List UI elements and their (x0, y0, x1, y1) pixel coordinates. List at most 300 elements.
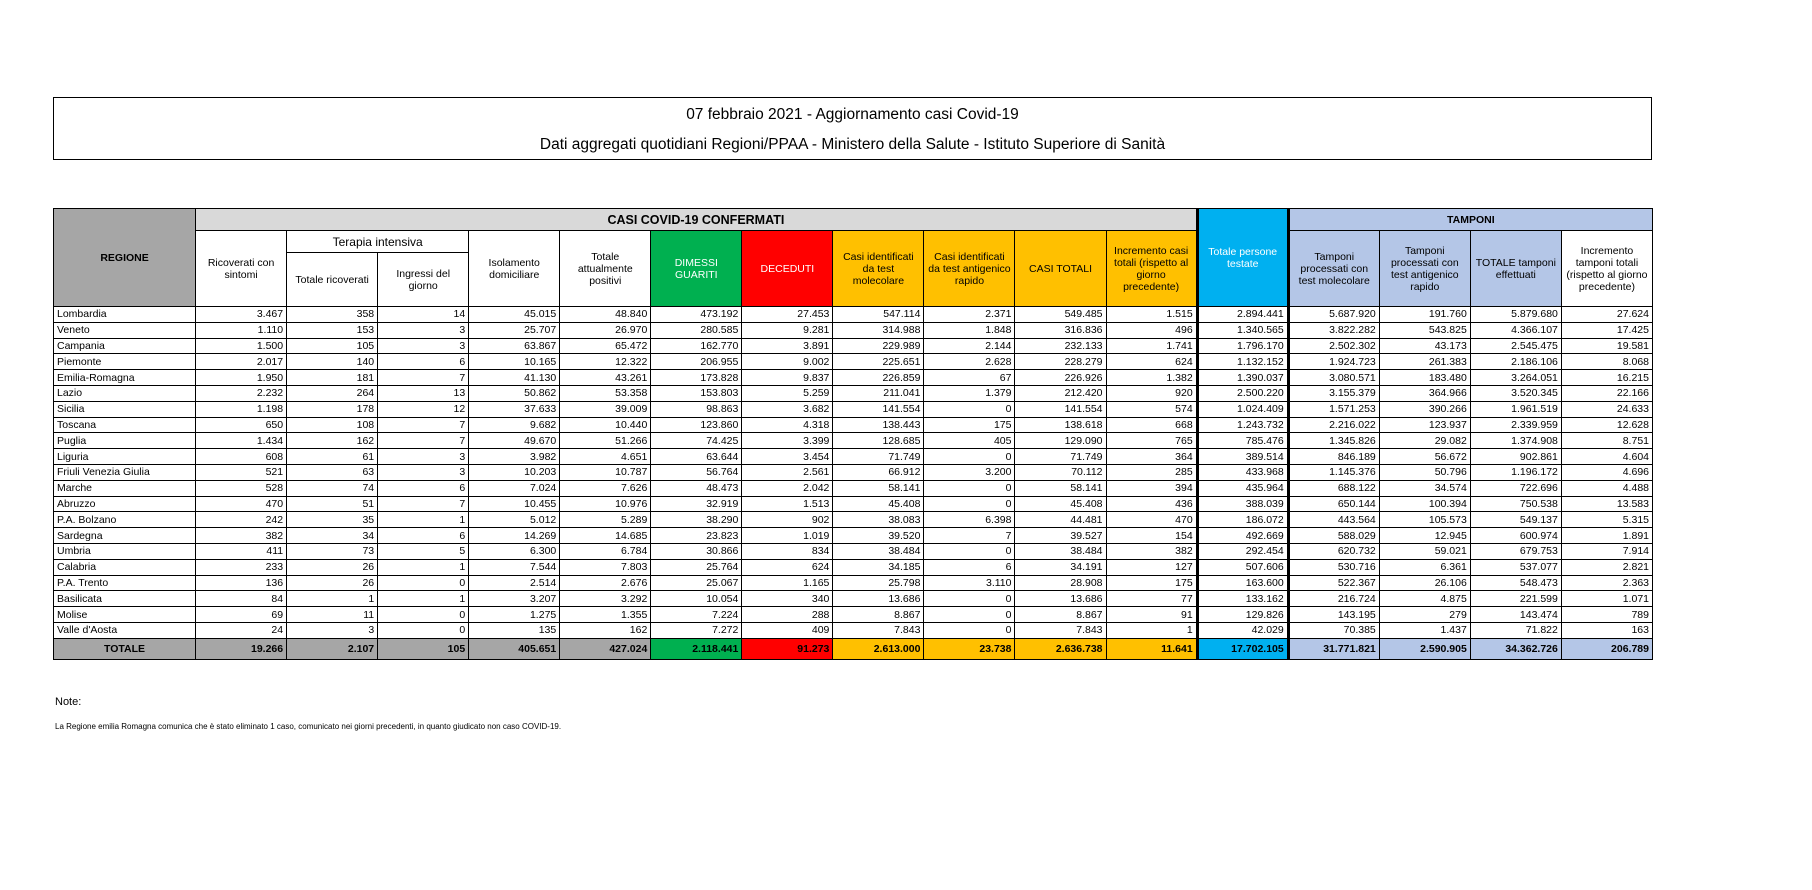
table-cell: 3.467 (196, 307, 287, 323)
table-cell: 2.017 (196, 354, 287, 370)
total-cell: 2.636.738 (1015, 638, 1106, 659)
table-cell: 7.024 (469, 480, 560, 496)
table-cell: 6 (378, 480, 469, 496)
table-row (54, 417, 1653, 433)
table-cell: 4.488 (1561, 480, 1652, 496)
table-cell: 0 (924, 449, 1015, 465)
table-cell: 14 (378, 307, 469, 323)
region-name-cell: Sicilia (54, 401, 196, 417)
table-cell: 1.891 (1561, 528, 1652, 544)
header-persone-testate: Totale persone testate (1197, 209, 1288, 307)
region-name-cell: Liguria (54, 449, 196, 465)
table-cell: 16.215 (1561, 370, 1652, 386)
table-cell: 10.455 (469, 496, 560, 512)
table-cell: 6 (378, 354, 469, 370)
table-cell: 528 (196, 480, 287, 496)
table-cell: 2.628 (924, 354, 1015, 370)
table-cell: 48.473 (651, 480, 742, 496)
region-name-cell: Sardegna (54, 528, 196, 544)
table-cell: 507.606 (1197, 559, 1288, 575)
table-cell: 59.021 (1379, 543, 1470, 559)
table-cell: 382 (1106, 543, 1197, 559)
table-cell: 63.867 (469, 338, 560, 354)
table-cell: 6 (924, 559, 1015, 575)
header-tamponi-antigenico: Tamponi processati con test antigenico rapido (1379, 231, 1470, 307)
table-cell: 39.527 (1015, 528, 1106, 544)
table-cell: 549.485 (1015, 307, 1106, 323)
region-name-cell: Piemonte (54, 354, 196, 370)
table-cell: 98.863 (651, 401, 742, 417)
table-cell: 0 (924, 622, 1015, 638)
table-cell: 56.764 (651, 464, 742, 480)
table-cell: 38.290 (651, 512, 742, 528)
header-tamponi-totale: TOTALE tamponi effettuati (1470, 231, 1561, 307)
table-cell: 7.544 (469, 559, 560, 575)
header-incremento-tamponi: Incremento tamponi totali (rispetto al giorno precedente) (1561, 231, 1652, 307)
table-cell: 229.989 (833, 338, 924, 354)
table-cell: 600.974 (1470, 528, 1561, 544)
table-row (54, 575, 1653, 591)
table-cell: 6.398 (924, 512, 1015, 528)
table-row (54, 433, 1653, 449)
table-cell: 3.822.282 (1288, 322, 1379, 338)
table-cell: 43.261 (560, 370, 651, 386)
header-tamponi-molecolare: Tamponi processati con test molecolare (1288, 231, 1379, 307)
table-cell: 2.821 (1561, 559, 1652, 575)
table-cell: 63.644 (651, 449, 742, 465)
table-cell: 1.437 (1379, 622, 1470, 638)
table-cell: 175 (924, 417, 1015, 433)
table-cell: 3.264.051 (1470, 370, 1561, 386)
table-cell: 2.186.106 (1470, 354, 1561, 370)
table-cell: 32.919 (651, 496, 742, 512)
table-cell: 1.513 (742, 496, 833, 512)
table-row (54, 401, 1653, 417)
table-cell: 23.823 (651, 528, 742, 544)
table-cell: 5.687.920 (1288, 307, 1379, 323)
table-cell: 0 (924, 591, 1015, 607)
table-cell: 12.628 (1561, 417, 1652, 433)
table-cell: 37.633 (469, 401, 560, 417)
header-casi-antigenico: Casi identificati da test antigenico rapido (924, 231, 1015, 307)
table-cell: 0 (924, 543, 1015, 559)
header-ricoverati: Ricoverati con sintomi (196, 231, 287, 307)
table-cell: 314.988 (833, 322, 924, 338)
report-subtitle: Dati aggregati quotidiani Regioni/PPAA - Ministero della Salute - Istituto Superiore di Sanità (539, 136, 1166, 153)
table-cell: 1.950 (196, 370, 287, 386)
table-cell: 549.137 (1470, 512, 1561, 528)
region-name-cell: Marche (54, 480, 196, 496)
table-cell: 34.191 (1015, 559, 1106, 575)
table-cell: 1.515 (1106, 307, 1197, 323)
table-cell: 3.982 (469, 449, 560, 465)
table-cell: 1.340.565 (1197, 322, 1288, 338)
table-cell: 1 (287, 591, 378, 607)
total-cell: 19.266 (196, 638, 287, 659)
table-cell: 8.068 (1561, 354, 1652, 370)
header-casi-molecolare: Casi identificati da test molecolare (833, 231, 924, 307)
table-cell: 13 (378, 385, 469, 401)
header-casi-confermati: CASI COVID-19 CONFERMATI (196, 209, 1198, 231)
table-cell: 3.399 (742, 433, 833, 449)
table-row (54, 512, 1653, 528)
table-cell: 2.561 (742, 464, 833, 480)
table-cell: 279 (1379, 607, 1470, 623)
table-cell: 8.867 (833, 607, 924, 623)
table-cell: 537.077 (1470, 559, 1561, 575)
table-cell: 3.200 (924, 464, 1015, 480)
table-cell: 7.843 (1015, 622, 1106, 638)
table-row (54, 322, 1653, 338)
table-cell: 4.875 (1379, 591, 1470, 607)
table-cell: 91 (1106, 607, 1197, 623)
table-cell: 162 (560, 622, 651, 638)
table-cell: 12 (378, 401, 469, 417)
table-cell: 0 (378, 607, 469, 623)
table-cell: 10.440 (560, 417, 651, 433)
table-cell: 1 (378, 591, 469, 607)
region-name-cell: Basilicata (54, 591, 196, 607)
region-name-cell: Molise (54, 607, 196, 623)
table-cell: 902.861 (1470, 449, 1561, 465)
table-cell: 206.955 (651, 354, 742, 370)
table-cell: 7 (378, 370, 469, 386)
table-cell: 382 (196, 528, 287, 544)
table-cell: 100.394 (1379, 496, 1470, 512)
table-cell: 389.514 (1197, 449, 1288, 465)
table-cell: 141.554 (1015, 401, 1106, 417)
table-cell: 7 (924, 528, 1015, 544)
total-cell: 206.789 (1561, 638, 1652, 659)
table-cell: 24.633 (1561, 401, 1652, 417)
table-cell: 175 (1106, 575, 1197, 591)
table-cell: 496 (1106, 322, 1197, 338)
table-cell: 3.292 (560, 591, 651, 607)
table-cell: 71.822 (1470, 622, 1561, 638)
table-row (54, 449, 1653, 465)
table-cell: 233 (196, 559, 287, 575)
table-cell: 22.166 (1561, 385, 1652, 401)
table-cell: 26.106 (1379, 575, 1470, 591)
table-cell: 2.371 (924, 307, 1015, 323)
table-cell: 10.203 (469, 464, 560, 480)
region-name-cell: Campania (54, 338, 196, 354)
table-cell: 470 (196, 496, 287, 512)
table-cell: 679.753 (1470, 543, 1561, 559)
table-cell: 2.500.220 (1197, 385, 1288, 401)
table-cell: 1.165 (742, 575, 833, 591)
table-cell: 1.390.037 (1197, 370, 1288, 386)
table-cell: 49.670 (469, 433, 560, 449)
table-cell: 624 (742, 559, 833, 575)
table-row (54, 307, 1653, 323)
table-cell: 624 (1106, 354, 1197, 370)
table-cell: 547.114 (833, 307, 924, 323)
table-cell: 163 (1561, 622, 1652, 638)
table-cell: 1.355 (560, 607, 651, 623)
table-cell: 50.796 (1379, 464, 1470, 480)
table-cell: 9.837 (742, 370, 833, 386)
table-cell: 226.859 (833, 370, 924, 386)
table-cell: 153.803 (651, 385, 742, 401)
table-cell: 3.682 (742, 401, 833, 417)
table-cell: 288 (742, 607, 833, 623)
table-cell: 834 (742, 543, 833, 559)
table-cell: 8.751 (1561, 433, 1652, 449)
table-cell: 2.216.022 (1288, 417, 1379, 433)
table-cell: 45.408 (1015, 496, 1106, 512)
table-cell: 186.072 (1197, 512, 1288, 528)
table-cell: 1.741 (1106, 338, 1197, 354)
table-cell: 1.434 (196, 433, 287, 449)
table-cell: 1.019 (742, 528, 833, 544)
header-positivi: Totale attualmente positivi (560, 231, 651, 307)
table-cell: 1.961.519 (1470, 401, 1561, 417)
table-row (54, 622, 1653, 638)
table-cell: 3.155.379 (1288, 385, 1379, 401)
table-cell: 620.732 (1288, 543, 1379, 559)
table-cell: 25.067 (651, 575, 742, 591)
table-cell: 7 (378, 417, 469, 433)
header-incremento-casi: Incremento casi totali (rispetto al giorno precedente) (1106, 231, 1197, 307)
table-body (54, 307, 1653, 660)
table-cell: 29.082 (1379, 433, 1470, 449)
table-cell: 2.042 (742, 480, 833, 496)
table-cell: 340 (742, 591, 833, 607)
table-cell: 1.382 (1106, 370, 1197, 386)
header-tamponi: TAMPONI (1288, 209, 1652, 231)
table-cell: 1.196.172 (1470, 464, 1561, 480)
report-title: 07 febbraio 2021 - Aggiornamento casi Covid-19 (686, 106, 1019, 123)
table-cell: 765 (1106, 433, 1197, 449)
table-cell: 4.604 (1561, 449, 1652, 465)
table-cell: 316.836 (1015, 322, 1106, 338)
header-dimessi: DIMESSI GUARITI (651, 231, 742, 307)
table-cell: 2.502.302 (1288, 338, 1379, 354)
table-cell: 1 (1106, 622, 1197, 638)
table-row (54, 528, 1653, 544)
table-cell: 2.363 (1561, 575, 1652, 591)
region-name-cell: Veneto (54, 322, 196, 338)
table-cell: 3.891 (742, 338, 833, 354)
table-cell: 38.484 (833, 543, 924, 559)
table-cell: 2.232 (196, 385, 287, 401)
table-cell: 225.651 (833, 354, 924, 370)
total-cell: 34.362.726 (1470, 638, 1561, 659)
region-name-cell: Puglia (54, 433, 196, 449)
table-cell: 173.828 (651, 370, 742, 386)
total-cell: 11.641 (1106, 638, 1197, 659)
table-cell: 3.454 (742, 449, 833, 465)
table-cell: 141.554 (833, 401, 924, 417)
table-cell: 411 (196, 543, 287, 559)
table-row (54, 480, 1653, 496)
table-cell: 143.474 (1470, 607, 1561, 623)
total-cell: 17.702.105 (1197, 638, 1288, 659)
table-cell: 0 (378, 622, 469, 638)
table-cell: 5.259 (742, 385, 833, 401)
table-cell: 10.787 (560, 464, 651, 480)
total-cell: 2.107 (287, 638, 378, 659)
table-cell: 129.090 (1015, 433, 1106, 449)
region-name-cell: P.A. Bolzano (54, 512, 196, 528)
table-cell: 39.009 (560, 401, 651, 417)
table-cell: 3 (378, 322, 469, 338)
table-cell: 1.132.152 (1197, 354, 1288, 370)
table-cell: 902 (742, 512, 833, 528)
table-cell: 470 (1106, 512, 1197, 528)
table-cell: 1.500 (196, 338, 287, 354)
table-cell: 74 (287, 480, 378, 496)
table-cell: 105 (287, 338, 378, 354)
total-cell: 105 (378, 638, 469, 659)
table-cell: 84 (196, 591, 287, 607)
table-cell: 61 (287, 449, 378, 465)
table-cell: 35 (287, 512, 378, 528)
table-cell: 17.425 (1561, 322, 1652, 338)
header-regione: REGIONE (54, 209, 196, 307)
table-cell: 521 (196, 464, 287, 480)
table-row (54, 591, 1653, 607)
table-cell: 43.173 (1379, 338, 1470, 354)
table-cell: 292.454 (1197, 543, 1288, 559)
table-cell: 26.970 (560, 322, 651, 338)
table-cell: 3 (287, 622, 378, 638)
region-name-cell: Abruzzo (54, 496, 196, 512)
table-cell: 30.866 (651, 543, 742, 559)
table-cell: 388.039 (1197, 496, 1288, 512)
table-cell: 750.538 (1470, 496, 1561, 512)
table-cell: 41.130 (469, 370, 560, 386)
table-cell: 650 (196, 417, 287, 433)
table-cell: 48.840 (560, 307, 651, 323)
header-terapia-intensiva: Terapia intensiva (287, 231, 469, 253)
table-total-row (54, 638, 1653, 659)
table-cell: 4.366.107 (1470, 322, 1561, 338)
table-cell: 8.867 (1015, 607, 1106, 623)
table-cell: 108 (287, 417, 378, 433)
table-cell: 1 (378, 512, 469, 528)
table-cell: 27.453 (742, 307, 833, 323)
table-cell: 433.968 (1197, 464, 1288, 480)
table-cell: 71.749 (833, 449, 924, 465)
table-cell: 1.071 (1561, 591, 1652, 607)
table-cell: 27.624 (1561, 307, 1652, 323)
table-cell: 58.141 (1015, 480, 1106, 496)
table-cell: 7.272 (651, 622, 742, 638)
table-cell: 6.361 (1379, 559, 1470, 575)
table-cell: 162 (287, 433, 378, 449)
table-cell: 668 (1106, 417, 1197, 433)
table-cell: 13.686 (1015, 591, 1106, 607)
region-name-cell: Valle d'Aosta (54, 622, 196, 638)
header-deceduti: DECEDUTI (742, 231, 833, 307)
table-cell: 7.626 (560, 480, 651, 496)
table-cell: 25.798 (833, 575, 924, 591)
table-cell: 10.976 (560, 496, 651, 512)
table-cell: 7.914 (1561, 543, 1652, 559)
table-cell: 7 (378, 433, 469, 449)
table-cell: 13.686 (833, 591, 924, 607)
table-cell: 9.281 (742, 322, 833, 338)
table-cell: 63 (287, 464, 378, 480)
table-row (54, 354, 1653, 370)
table-cell: 608 (196, 449, 287, 465)
table-cell: 7.843 (833, 622, 924, 638)
table-cell: 65.472 (560, 338, 651, 354)
table-cell: 473.192 (651, 307, 742, 323)
table-cell: 688.122 (1288, 480, 1379, 496)
table-cell: 163.600 (1197, 575, 1288, 591)
table-cell: 12.945 (1379, 528, 1470, 544)
table-cell: 12.322 (560, 354, 651, 370)
table-cell: 221.599 (1470, 591, 1561, 607)
table-cell: 7.224 (651, 607, 742, 623)
table-cell: 44.481 (1015, 512, 1106, 528)
table-cell: 394 (1106, 480, 1197, 496)
table-cell: 1.145.376 (1288, 464, 1379, 480)
table-cell: 364.966 (1379, 385, 1470, 401)
table-cell: 2.545.475 (1470, 338, 1561, 354)
table-cell: 153 (287, 322, 378, 338)
table-cell: 25.764 (651, 559, 742, 575)
table-cell: 216.724 (1288, 591, 1379, 607)
table-cell: 38.083 (833, 512, 924, 528)
table-cell: 133.162 (1197, 591, 1288, 607)
table-cell: 3.080.571 (1288, 370, 1379, 386)
table-cell: 67 (924, 370, 1015, 386)
table-cell: 0 (924, 496, 1015, 512)
table-cell: 2.144 (924, 338, 1015, 354)
table-cell: 34 (287, 528, 378, 544)
table-cell: 6.300 (469, 543, 560, 559)
table-cell: 3 (378, 464, 469, 480)
table-cell: 543.825 (1379, 322, 1470, 338)
table-cell: 492.669 (1197, 528, 1288, 544)
table-cell: 38.484 (1015, 543, 1106, 559)
table-cell: 53.358 (560, 385, 651, 401)
table-cell: 6.784 (560, 543, 651, 559)
table-cell: 1.243.732 (1197, 417, 1288, 433)
table-cell: 650.144 (1288, 496, 1379, 512)
table-cell: 7 (378, 496, 469, 512)
table-cell: 588.029 (1288, 528, 1379, 544)
table-cell: 5.879.680 (1470, 307, 1561, 323)
table-row (54, 464, 1653, 480)
table-cell: 28.908 (1015, 575, 1106, 591)
table-cell: 14.269 (469, 528, 560, 544)
table-cell: 50.862 (469, 385, 560, 401)
table-cell: 66.912 (833, 464, 924, 480)
table-cell: 19.581 (1561, 338, 1652, 354)
table-cell: 2.676 (560, 575, 651, 591)
table-cell: 5.315 (1561, 512, 1652, 528)
table-cell: 211.041 (833, 385, 924, 401)
table-cell: 56.672 (1379, 449, 1470, 465)
table-cell: 574 (1106, 401, 1197, 417)
table-cell: 1.275 (469, 607, 560, 623)
notes-text: La Regione emilia Romagna comunica che è stato eliminato 1 caso, comunicato nei giorni precedenti, in quanto giudicato non caso COVID-19. (55, 722, 562, 731)
table-cell: 9.002 (742, 354, 833, 370)
table-cell: 1.848 (924, 322, 1015, 338)
header-isolamento: Isolamento domiciliare (469, 231, 560, 307)
table-row (54, 385, 1653, 401)
region-name-cell: Toscana (54, 417, 196, 433)
total-cell: 427.024 (560, 638, 651, 659)
total-cell: 2.613.000 (833, 638, 924, 659)
table-cell: 785.476 (1197, 433, 1288, 449)
table-cell: 2.339.959 (1470, 417, 1561, 433)
